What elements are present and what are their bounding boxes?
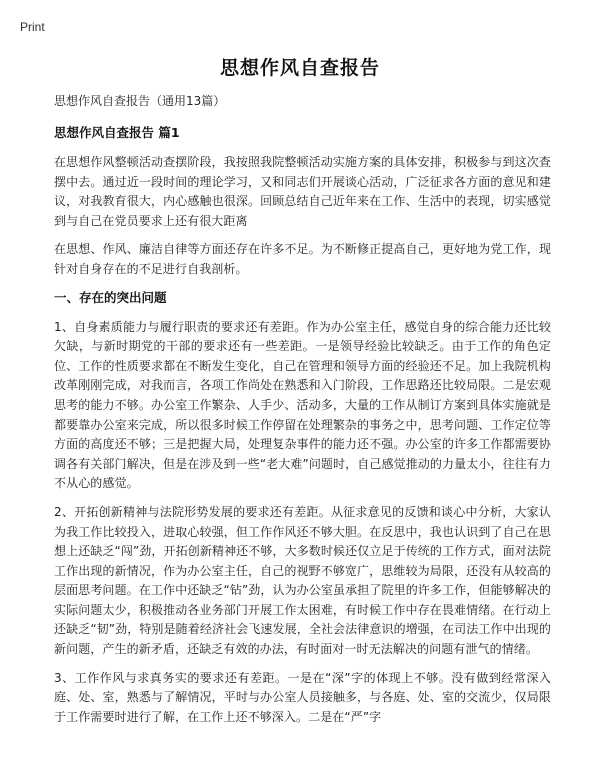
document-body	[54, 92, 551, 735]
intro-paragraph-2: 在思想、作风、廉洁自律等方面还存在许多不足。为不断修正提高自己，更好地为党工作，现针对自身存在的不足进行自我剖析。	[54, 242, 551, 276]
document-subtitle: 思想作风自查报告（通用13篇）	[54, 94, 226, 108]
issue-paragraph-3: 3、工作作风与求真务实的要求还有差距。一是在“深”字的体现上不够。没有做到经常深入庭、处、室，熟悉与了解情况，平时与办公室人员接触多，与各庭、处、室的交流少，仅局限于工作需要时进行了解，在工作上还不够深入。二是在“严”字	[54, 670, 551, 724]
intro-paragraph-1: 在思想作风整顿活动查摆阶段，我按照我院整顿活动实施方案的具体安排，积极参与到这次查摆中去。通过近一段时间的理论学习，又和同志们开展谈心活动，广泛征求各方面的意见和建议，对我教育很大，内心感触也很深。回顾总结自己近年来在工作、生活中的表现，切实感觉到与自己在党员要求上还有很大距离	[54, 155, 551, 228]
print-label[interactable]: Print	[20, 20, 45, 34]
document-title: 思想作风自查报告	[219, 57, 380, 79]
article-heading: 思想作风自查报告 篇1	[54, 125, 180, 140]
section-heading-problems: 一、存在的突出问题	[54, 289, 167, 305]
issue-paragraph-1: 1、自身素质能力与履行职责的要求还有差距。作为办公室主任，感觉自身的综合能力还比较欠缺，与新时期党的干部的要求还有一些差距。一是领导经验比较缺乏。由于工作的角色定位、工作的性质要求都在不断发生变化，自己在管理和领导方面的经验还不足。加上我院机构改革刚刚完成，对我而言，各项工作尚处在熟悉和入门阶段，工作思路还比较局限。二是宏观思考的能力不够。办公室工作繁杂、人手少、活动多，大量的工作从制订方案到具体实施就是都要靠办公室来完成，所以很多时候工作停留在处理繁杂的事务之中，思考问题、工作定位等方面的高度还不够；三是把握大局，处理复杂事件的能力还不强。办公室的许多工作都需要协调各有关部门解决，但是在涉及到一些“老大难”问题时，自己感觉推动的力量太小，往往有力不从心的感觉。	[54, 319, 551, 491]
issue-paragraph-2: 2、开拓创新精神与法院形势发展的要求还有差距。从征求意见的反馈和谈心中分析，大家认为我工作比较投入，进取心较强，但工作作风还不够大胆。在反思中，我也认识到了自己在思想上还缺乏“闯”劲，开拓创新精神还不够，大多数时候还仅立足于传统的工作方式，面对法院工作出现的新情况，作为办公室主任，自己的视野不够宽广，思维较为局限，还没有从较高的层面思考问题。在工作中还缺乏“钻”劲，认为办公室虽承担了院里的许多工作，但能够解决的实际问题太少，积极推动各业务部门开展工作太困难，有时候工作中存在畏难情绪。在行动上还缺乏“韧”劲，特别是随着经济社会飞速发展，全社会法律意识的增强，在司法工作中出现的新问题，产生的新矛盾，还缺乏有效的办法，有时面对一时无法解决的问题有泄气的情绪。	[54, 504, 551, 657]
